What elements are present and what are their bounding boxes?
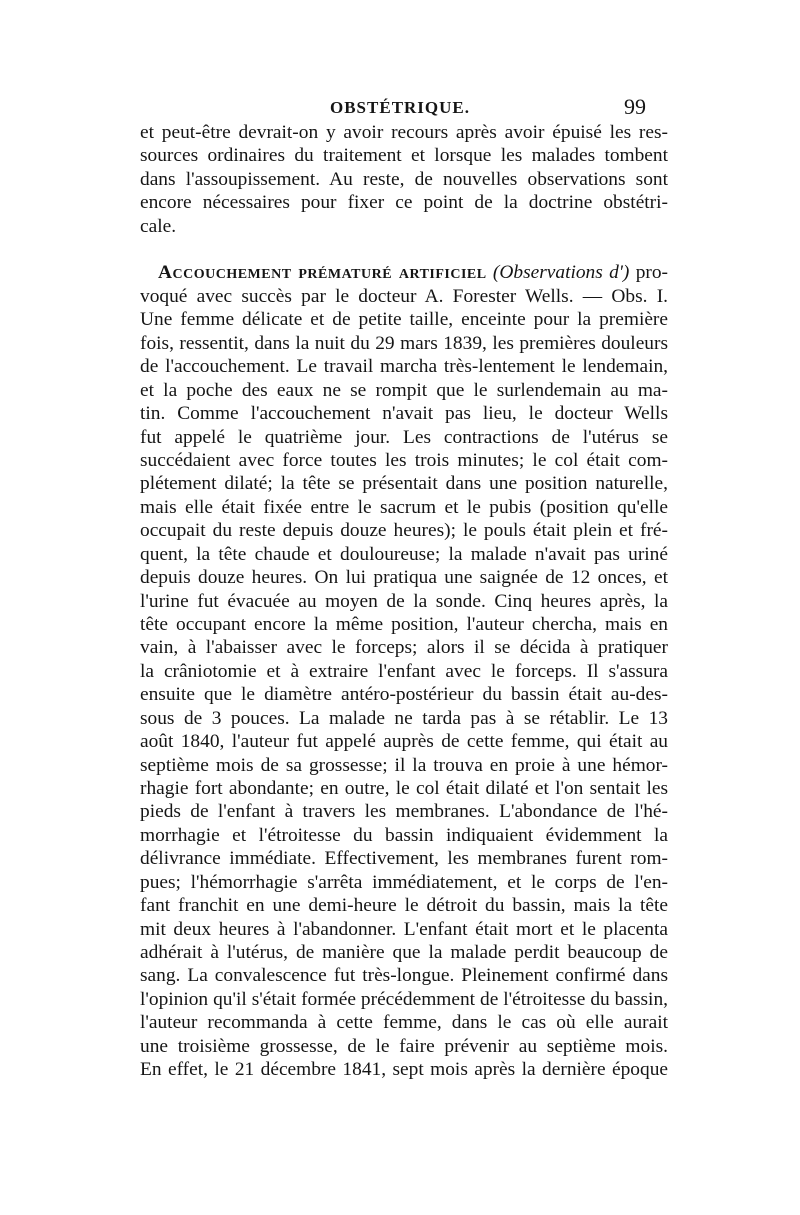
text-line: quent, la tête chaude et douloureuse; la malade n'avait pas uriné: [140, 543, 668, 565]
text-line: et la poche des eaux ne se rompit que le surlendemain au ma-: [140, 379, 668, 401]
text-line: voqué avec succès par le docteur A. Forester Wells. — Obs. I.: [140, 286, 668, 307]
text-line: délivrance immédiate. Effectivement, les membranes furent rom-: [140, 848, 668, 870]
text-line: fant franchit en une demi-heure le détroit du bassin, mais la tête: [140, 895, 668, 917]
text-line: l'opinion qu'il s'était formée précédemment de l'étroitesse du bassin,: [140, 988, 668, 1010]
section-heading: Accouchement prématuré artificiel: [158, 262, 487, 283]
text-line: sang. La convalescence fut très-longue. Pleinement confirmé dans: [140, 965, 668, 987]
text-line: ensuite que le diamètre antéro-postérieur du bassin était au-des-: [140, 684, 668, 706]
text-line: septième mois de sa grossesse; il la trouva en proie à une hémor-: [140, 754, 668, 776]
text-line: cale.: [140, 215, 177, 237]
text-line: mais elle était fixée entre le sacrum et le pubis (position qu'elle: [140, 496, 668, 518]
text-line: de l'accouchement. Le travail marcha très-lentement le lendemain,: [140, 356, 668, 378]
text-line: tin. Comme l'accouchement n'avait pas lieu, le docteur Wells: [140, 403, 668, 425]
text-line: plétement dilaté; la tête se présentait dans une position naturelle,: [140, 473, 668, 495]
text-line: En effet, le 21 décembre 1841, sept mois après la dernière époque: [140, 1059, 668, 1081]
text-line: une troisième grossesse, de le faire prévenir au septième mois.: [140, 1035, 668, 1057]
text-line: l'urine fut évacuée au moyen de la sonde. Cinq heures après, la: [140, 590, 668, 612]
text-line: rhagie fort abondante; en outre, le col était dilaté et l'on sentait les: [140, 778, 668, 800]
section-heading-tail: pro-: [629, 262, 668, 283]
text-line: mit deux heures à l'abandonner. L'enfant était mort et le placenta: [140, 918, 668, 940]
text-line: encore nécessaires pour fixer ce point de la doctrine obstétri-: [140, 192, 668, 214]
running-header: OBSTÉTRIQUE.: [330, 98, 471, 117]
text-line: pieds de l'enfant à travers les membranes. L'abondance de l'hé-: [140, 801, 668, 823]
text-line: et peut-être devrait-on y avoir recours après avoir épuisé les res-: [140, 122, 668, 143]
text-line: vain, à l'abaisser avec le forceps; alors il se décida à pratiquer: [140, 637, 668, 659]
text-line: l'auteur recommanda à cette femme, dans le cas où elle aurait: [140, 1012, 668, 1034]
text-line: sources ordinaires du traitement et lorsque les malades tombent: [140, 145, 668, 167]
text-line: occupait du reste depuis douze heures); le pouls était plein et fré-: [140, 520, 668, 542]
text-line: la crâniotomie et à extraire l'enfant avec le forceps. Il s'assura: [140, 660, 668, 682]
text-line: fois, ressentit, dans la nuit du 29 mars 1839, les premières douleurs: [140, 332, 668, 354]
text-line: Une femme délicate et de petite taille, enceinte pour la première: [140, 309, 668, 331]
text-line: succédaient avec force toutes les trois minutes; le col était com-: [140, 450, 668, 471]
text-line: pues; l'hémorrhagie s'arrêta immédiatement, et le corps de l'en-: [140, 871, 668, 893]
page-number: 99: [624, 94, 646, 119]
paragraph-2-heading-line: [140, 261, 668, 285]
text-line: sous de 3 pouces. La malade ne tarda pas à se rétablir. Le 13: [140, 707, 668, 729]
text-line: morrhagie et l'étroitesse du bassin indiquaient évidemment la: [140, 824, 668, 846]
text-line: dans l'assoupissement. Au reste, de nouvelles observations sont: [140, 168, 668, 190]
text-line: depuis douze heures. On lui pratiqua une saignée de 12 onces, et: [140, 567, 668, 589]
text-line: août 1840, l'auteur fut appelé auprès de cette femme, qui était au: [140, 731, 668, 753]
text-line: fut appelé le quatrième jour. Les contractions de l'utérus se: [140, 426, 668, 448]
text-line: tête occupant encore la même position, l'auteur chercha, mais en: [140, 614, 668, 636]
section-heading-italic: (Observations d'): [492, 262, 630, 283]
text-line: adhérait à l'utérus, de manière que la malade perdit beaucoup de: [140, 942, 668, 964]
